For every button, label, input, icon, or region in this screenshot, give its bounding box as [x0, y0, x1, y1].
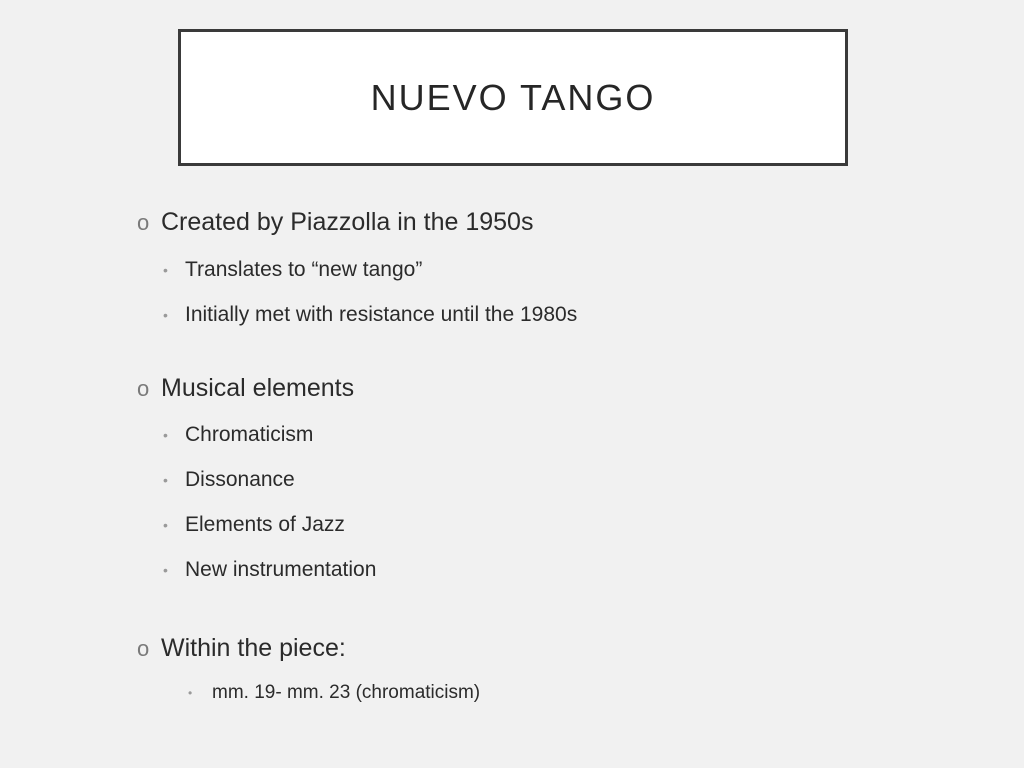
- hollow-circle-bullet-icon: o: [137, 209, 150, 235]
- sub-bullet: [188, 682, 480, 704]
- sub-bullet-text: New instrumentation: [185, 558, 377, 581]
- bullet-heading: Within the piece:: [161, 634, 346, 662]
- sub-bullet-text: Chromaticism: [185, 423, 314, 446]
- sub-bullet-text: Dissonance: [185, 468, 295, 491]
- dot-bullet-icon: •: [163, 307, 168, 323]
- sub-bullet: [163, 468, 295, 492]
- bullet-heading: Created by Piazzolla in the 1950s: [161, 208, 534, 236]
- dot-bullet-icon: •: [163, 262, 168, 278]
- title-box: [178, 29, 848, 166]
- dot-bullet-icon: •: [163, 517, 168, 533]
- slide-title: NUEVO TANGO: [370, 76, 656, 118]
- sub-bullet: [163, 423, 313, 447]
- sub-bullet-text: Elements of Jazz: [185, 513, 345, 536]
- dot-bullet-icon: •: [163, 472, 168, 488]
- sub-bullet-text: Initially met with resistance until the 1980s: [185, 303, 578, 326]
- bullet-section-1: [137, 208, 533, 237]
- sub-bullet: [163, 558, 376, 582]
- dot-bullet-icon: •: [188, 686, 193, 700]
- hollow-circle-bullet-icon: o: [137, 635, 150, 661]
- sub-bullet: [163, 513, 345, 537]
- sub-bullet-text: mm. 19- mm. 23 (chromaticism): [212, 682, 481, 703]
- bullet-heading: Musical elements: [161, 374, 355, 402]
- sub-bullet-text: Translates to “new tango”: [185, 258, 423, 281]
- dot-bullet-icon: •: [163, 562, 168, 578]
- sub-bullet: [163, 258, 422, 282]
- bullet-section-2: [137, 374, 354, 403]
- hollow-circle-bullet-icon: o: [137, 375, 150, 401]
- bullet-section-3: [137, 634, 346, 663]
- sub-bullet: [163, 303, 577, 327]
- dot-bullet-icon: •: [163, 427, 168, 443]
